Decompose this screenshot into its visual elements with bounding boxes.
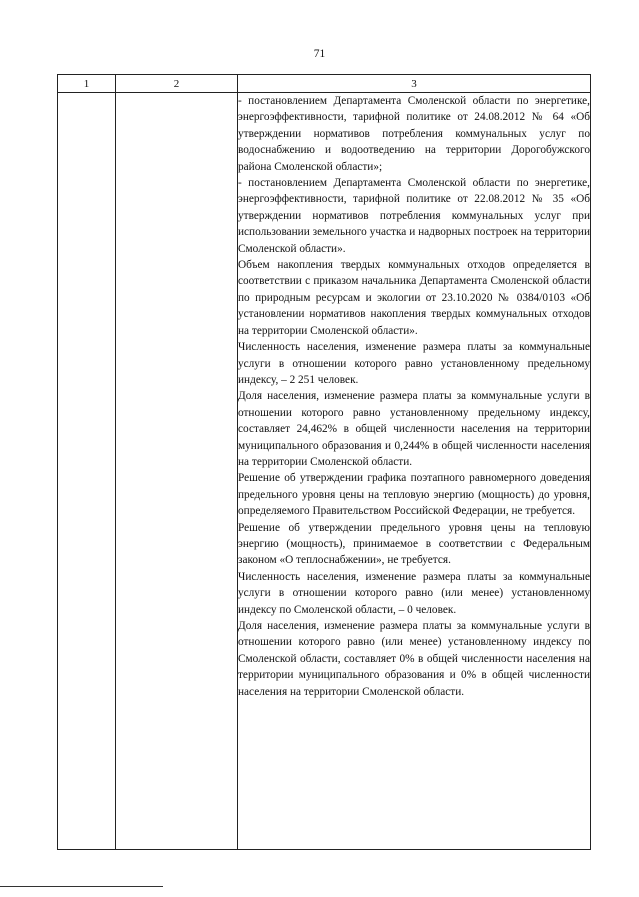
paragraph-population-count: Численность населения, изменение размера платы за коммунальные услуги в отношении которого равно установленному предельному индексу, – 2 251 человек. xyxy=(238,341,590,386)
paragraph-population-share-index: Доля населения, изменение размера платы за коммунальные услуги в отношении которого равно (или менее) установленному индексу по Смоленской области, составляет 0% в общей численности населения на территории муниципального образования и 0% в общей численности населения на территории Смоленской области. xyxy=(238,620,590,698)
document-table xyxy=(57,74,591,850)
paragraph-resolution-64: - постановлением Департамента Смоленской области по энергетике, энергоэффективности, тарифной политике от 24.08.2012 № 64 «Об утверждении нормативов потребления коммунальных услуг по водоснабжению и водоотведению на территории Дорогобужского района Смоленской области»; xyxy=(238,95,590,173)
column-header-1: 1 xyxy=(58,75,116,93)
column-2-cell xyxy=(116,93,238,850)
table-row xyxy=(58,93,591,850)
column-1-cell xyxy=(58,93,116,850)
footer-rule xyxy=(0,886,163,887)
column-header-3: 3 xyxy=(238,75,591,93)
paragraph-resolution-35: - постановлением Департамента Смоленской области по энергетике, энергоэффективности, тарифной политике от 22.08.2012 № 35 «Об утверждении нормативов потребления коммунальных услуг при использовании земельного участка и надворных построек на территории Смоленской области». xyxy=(238,177,590,255)
paragraph-population-count-index: Численность населения, изменение размера платы за коммунальные услуги в отношении которого равно (или менее) установленному индексу по Смоленской области, – 0 человек. xyxy=(238,570,590,616)
column-3-cell xyxy=(238,93,591,850)
column-header-2: 2 xyxy=(116,75,238,93)
page-number: 71 xyxy=(313,48,326,60)
paragraph-schedule-decision: Решение об утверждении графика поэтапного равномерного доведения предельного уровня цены на тепловую энергию (мощность) до уровня, определяемого Правительством Российской Федерации, не требуется. xyxy=(238,472,590,518)
paragraph-population-share: Доля населения, изменение размера платы за коммунальные услуги в отношении которого равно установленному предельному индексу, составляет 24,462% в общей численности населения на территории муниципального образования и 0,244% в общей численности населения на территории Смоленской области. xyxy=(238,390,590,468)
paragraph-waste-volume: Объем накопления твердых коммунальных отходов определяется в соответствии с приказом начальника Департамента Смоленской области по природным ресурсам и экологии от 23.10.2020 № 0384/0103 «Об установлении нормативов накопления твердых коммунальных отходов на территории Смоленской области». xyxy=(238,259,590,337)
table-header-row xyxy=(58,75,591,93)
paragraph-price-level-decision: Решение об утверждении предельного уровня цены на тепловую энергию (мощность), принимаемое в соответствии с Федеральным законом «О теплоснабжении», не требуется. xyxy=(238,521,590,567)
